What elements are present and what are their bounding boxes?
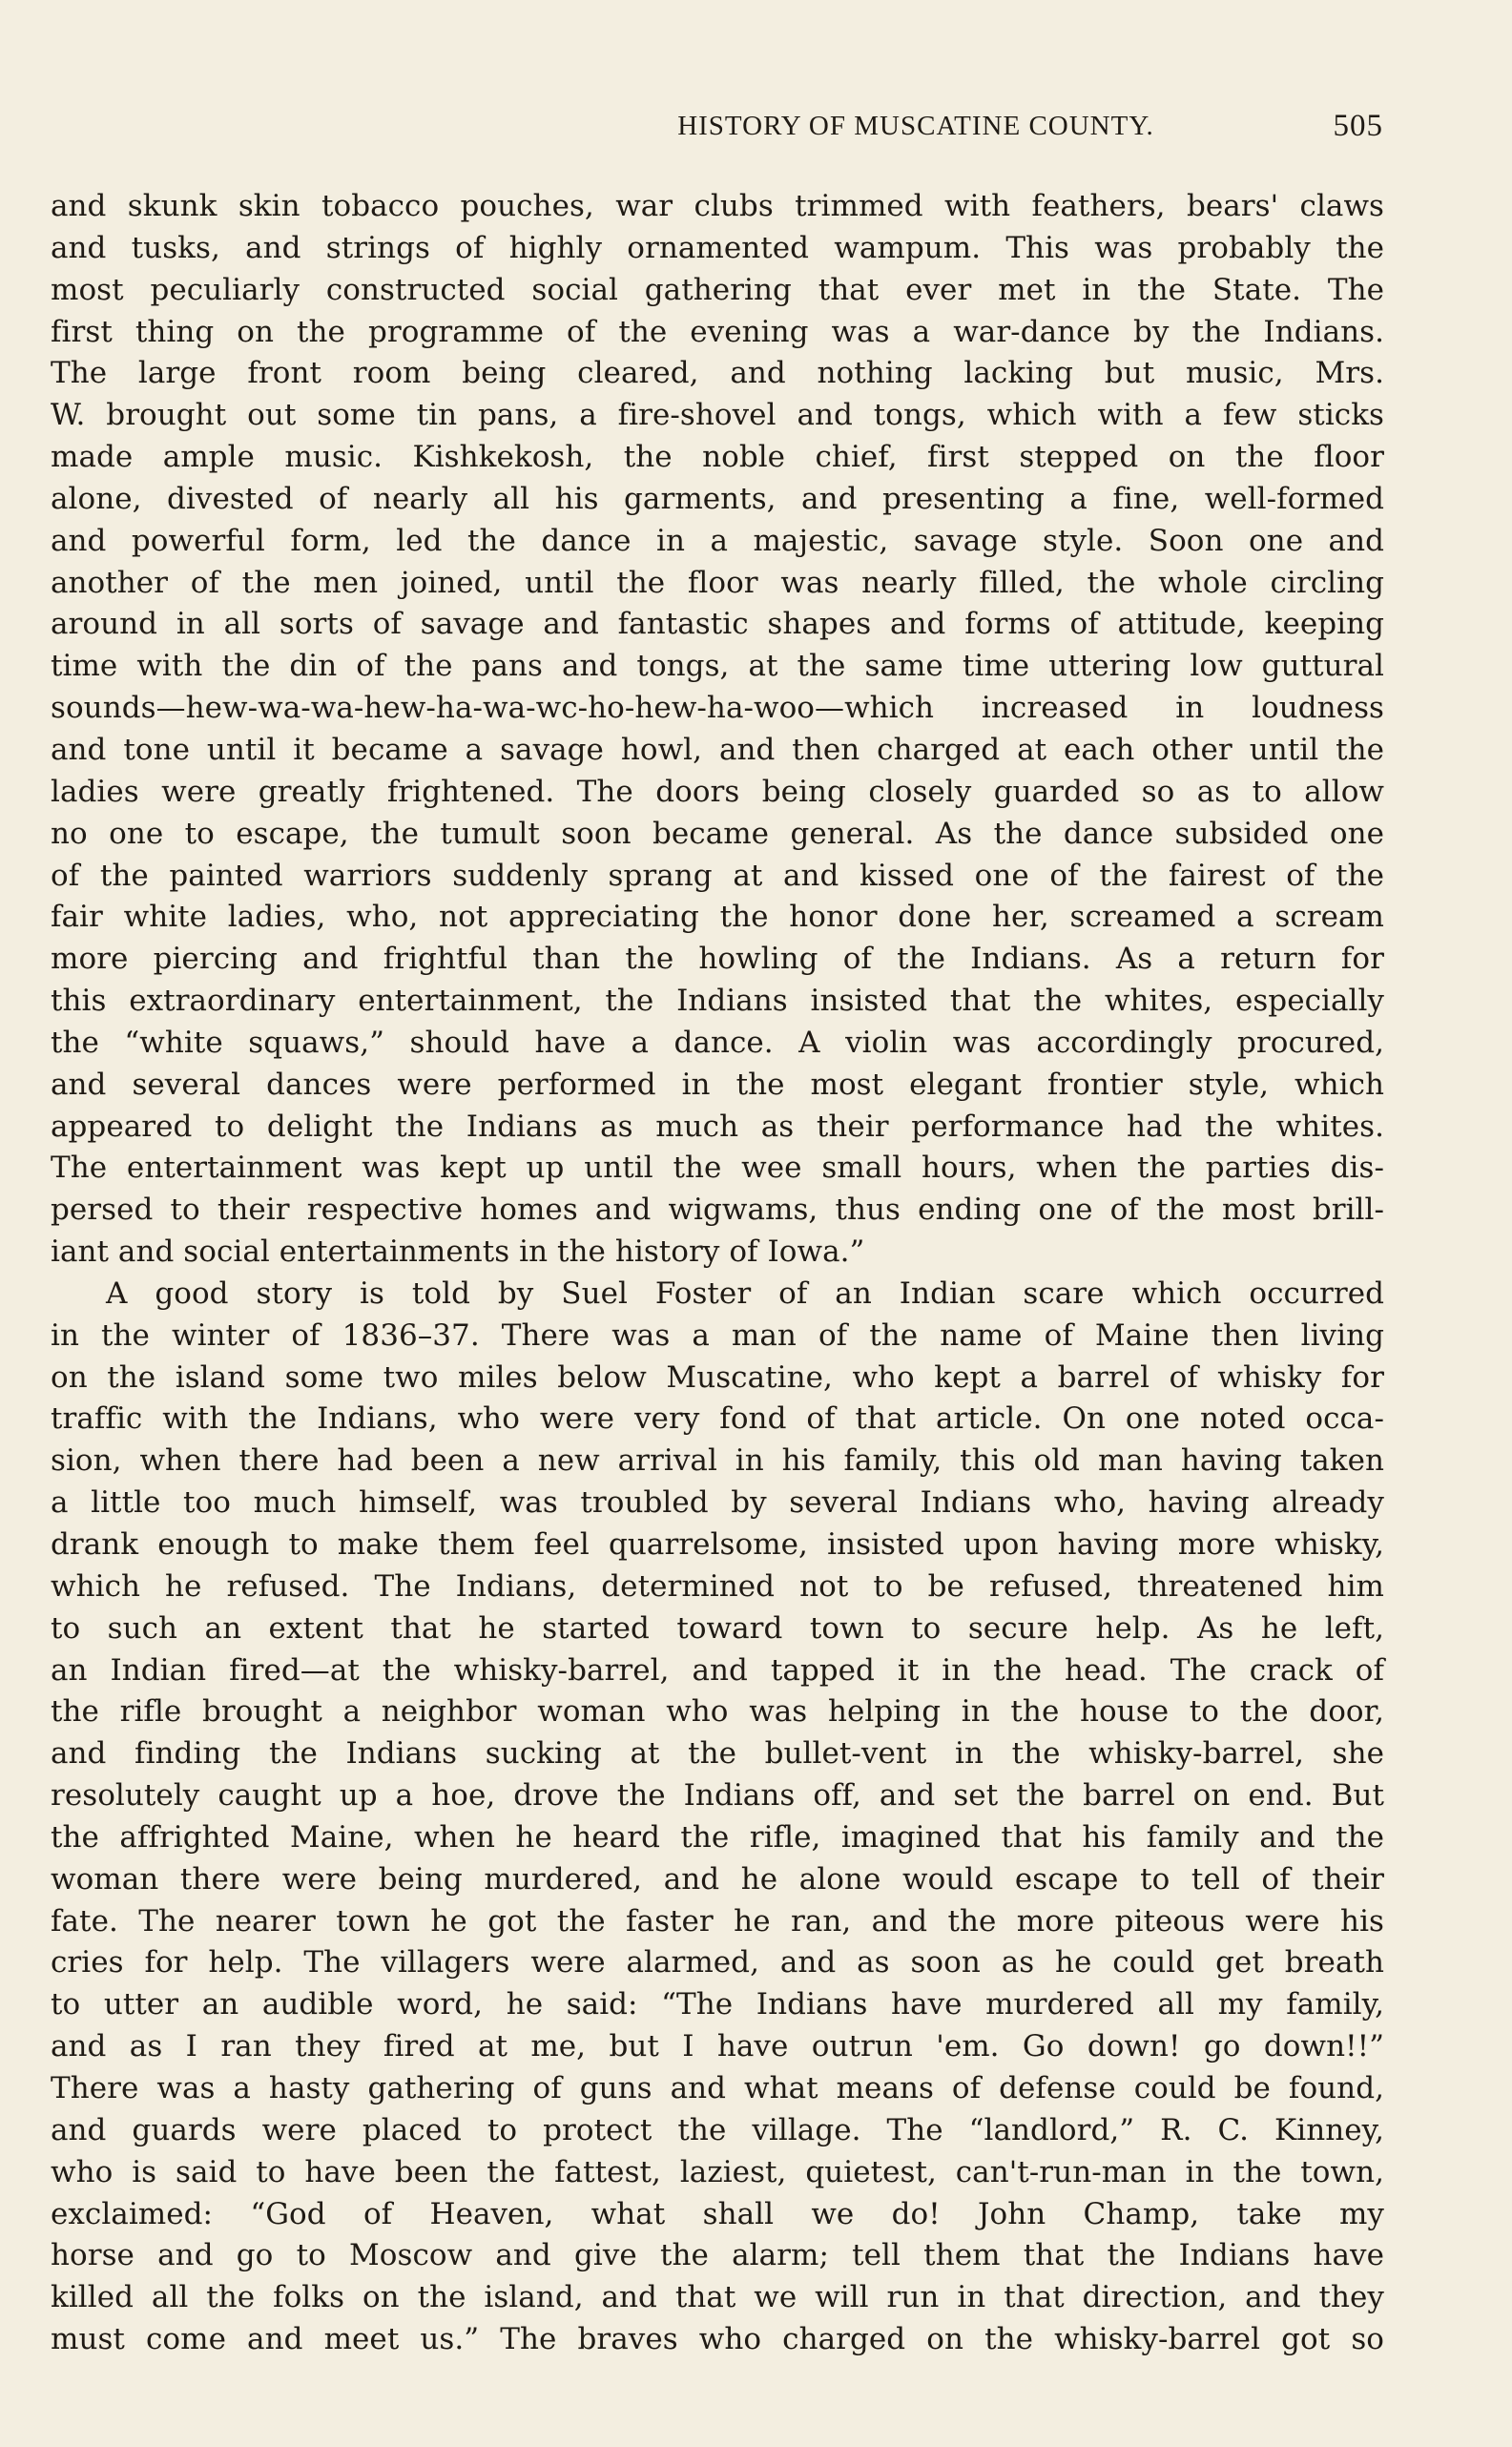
text-line: time with the din of the pans and tongs, at the same time uttering low guttural [51, 649, 1384, 684]
text-line: of the painted warriors suddenly sprang at and kissed one of the fairest of the [51, 858, 1384, 893]
text-line: and several dances were performed in the most elegant frontier style, which [51, 1067, 1384, 1102]
text-line: persed to their respective homes and wigwams, thus ending one of the most brill- [51, 1192, 1384, 1228]
text-line: woman there were being murdered, and he alone would escape to tell of their [51, 1861, 1384, 1897]
text-line: W. brought out some tin pans, a fire-shovel and tongs, which with a few sticks [51, 398, 1384, 433]
text-line: horse and go to Moscow and give the alarm; tell them that the Indians have [51, 2238, 1384, 2273]
text-line: to utter an audible word, he said: “The Indians have murdered all my family, [51, 1987, 1384, 2022]
page-number: 505 [1333, 109, 1383, 143]
text-line: most peculiarly constructed social gathering that ever met in the State. The [51, 272, 1384, 307]
text-line: and finding the Indians sucking at the bullet-vent in the whisky-barrel, she [51, 1736, 1384, 1772]
text-line: in the winter of 1836–37. There was a man of the name of Maine then living [51, 1317, 1384, 1353]
text-line: iant and social entertainments in the history of Iowa.” [51, 1234, 865, 1270]
text-line: and guards were placed to protect the village. The “landlord,” R. C. Kinney, [51, 2112, 1384, 2147]
text-line: There was a hasty gathering of guns and what means of defense could be found, [51, 2070, 1384, 2105]
text-line: the affrighted Maine, when he heard the rifle, imagined that his family and the [51, 1819, 1384, 1855]
text-line: exclaimed: “God of Heaven, what shall we do! John Champ, take my [51, 2196, 1384, 2231]
body-text [51, 186, 1384, 2361]
text-line: the rifle brought a neighbor woman who was helping in the house to the door, [51, 1694, 1384, 1730]
running-title: HISTORY OF MUSCATINE COUNTY. [677, 111, 1154, 141]
text-line: and skunk skin tobacco pouches, war clubs trimmed with feathers, bears' claws [51, 189, 1384, 223]
text-line: who is said to have been the fattest, laziest, quietest, can't-run-man in the town, [51, 2154, 1384, 2189]
text-line: The large front room being cleared, and nothing lacking but music, Mrs. [51, 356, 1384, 391]
text-line: sion, when there had been a new arrival in his family, this old man having taken [51, 1443, 1384, 1479]
text-line: fair white ladies, who, not appreciating the honor done her, screamed a scream [51, 900, 1384, 935]
text-line: a little too much himself, was troubled by several Indians who, having already [51, 1485, 1384, 1521]
text-line: The entertainment was kept up until the wee small hours, when the parties dis- [51, 1151, 1384, 1186]
text-line: another of the men joined, until the floor was nearly filled, the whole circling [51, 565, 1384, 600]
running-header [48, 107, 1383, 145]
text-line: and powerful form, led the dance in a majestic, savage style. Soon one and [51, 523, 1384, 558]
text-line: and tusks, and strings of highly ornamented wampum. This was probably the [51, 230, 1384, 265]
text-line: on the island some two miles below Muscatine, who kept a barrel of whisky for [51, 1359, 1384, 1395]
text-line: ladies were greatly frightened. The doors being closely guarded so as to allow [51, 774, 1384, 809]
text-line: and tone until it became a savage howl, and then charged at each other until the [51, 732, 1384, 767]
text-line: cries for help. The villagers were alarmed, and as soon as he could get breath [51, 1945, 1384, 1980]
text-line: this extraordinary entertainment, the Indians insisted that the whites, especially [51, 984, 1384, 1019]
text-line: drank enough to make them feel quarrelsome, insisted upon having more whisky, [51, 1527, 1384, 1562]
text-line: fate. The nearer town he got the faster he ran, and the more piteous were his [51, 1903, 1384, 1939]
text-line: killed all the folks on the island, and that we will run in that direction, and they [51, 2280, 1384, 2315]
text-line: must come and meet us.” The braves who charged on the whisky-barrel got so [51, 2322, 1384, 2357]
text-line: first thing on the programme of the evening was a war-dance by the Indians. [51, 314, 1384, 349]
text-line: more piercing and frightful than the howling of the Indians. As a return for [51, 942, 1384, 977]
text-line: resolutely caught up a hoe, drove the Indians off, and set the barrel on end. But [51, 1778, 1384, 1814]
paragraph-start-line: A good story is told by Suel Foster of an Indian scare which occurred [106, 1275, 1384, 1311]
text-line: an Indian fired—at the whisky-barrel, and tapped it in the head. The crack of [51, 1652, 1384, 1688]
text-line: to such an extent that he started toward town to secure help. As he left, [51, 1610, 1384, 1646]
text-line: which he refused. The Indians, determined not to be refused, threatened him [51, 1568, 1384, 1604]
text-line: and as I ran they fired at me, but I have outrun 'em. Go down! go down!!” [51, 2029, 1384, 2064]
text-line: alone, divested of nearly all his garments, and presenting a fine, well-formed [51, 481, 1384, 516]
text-line: sounds—hew-wa-wa-hew-ha-wa-wc-ho-hew-ha-woo—which increased in loudness [51, 691, 1384, 726]
text-line: the “white squaws,” should have a dance. A violin was accordingly procured, [51, 1025, 1384, 1060]
text-line: made ample music. Kishkekosh, the noble chief, first stepped on the floor [51, 440, 1384, 475]
text-line: no one to escape, the tumult soon became general. As the dance subsided one [51, 816, 1384, 851]
text-line: around in all sorts of savage and fantastic shapes and forms of attitude, keeping [51, 607, 1384, 642]
text-line: appeared to delight the Indians as much as their performance had the whites. [51, 1109, 1384, 1144]
text-line: traffic with the Indians, who were very fond of that article. On one noted occa- [51, 1401, 1384, 1437]
